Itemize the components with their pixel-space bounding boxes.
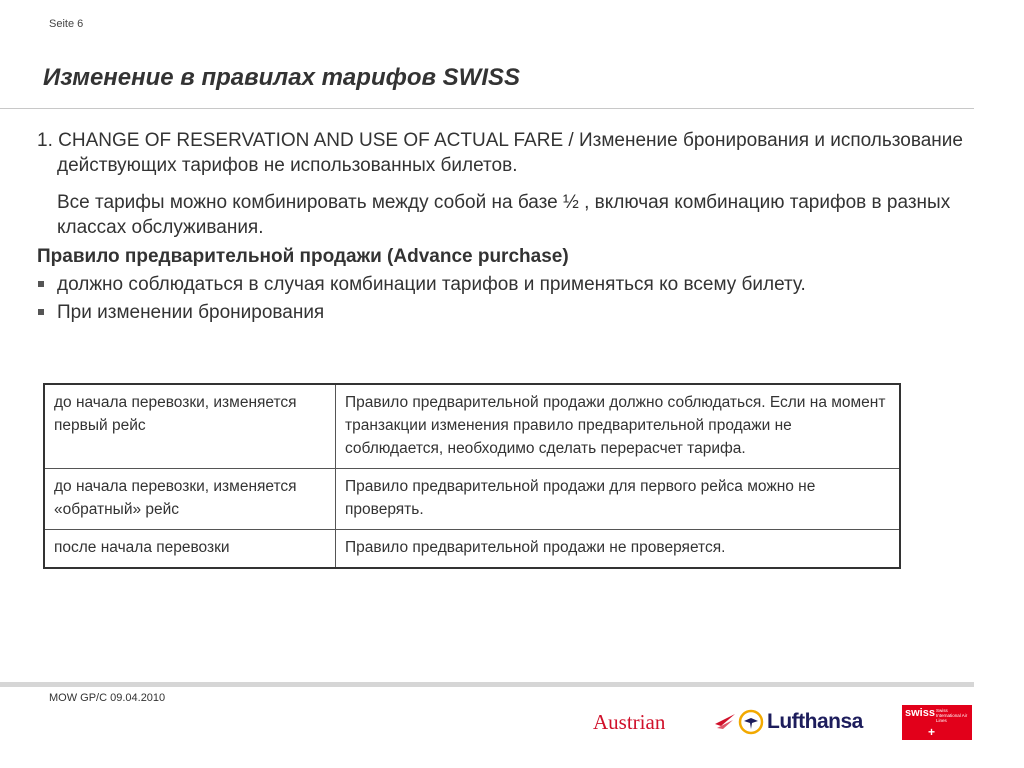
bullet-text: должно соблюдаться в случая комбинации тарифов и применяться ко всему билету. <box>57 274 806 295</box>
swiss-subtitle: Swiss International Air Lines <box>936 708 968 723</box>
footer-code: MOW GP/C 09.04.2010 <box>49 692 166 704</box>
bullet-item <box>37 272 977 297</box>
condition-cell: до начала перевозки, изменяется «обратный» рейс <box>44 469 336 530</box>
lufthansa-crane-icon <box>738 709 764 735</box>
rule-cell: Правило предварительной продажи должно соблюдаться. Если на момент транзакции изменения правило предварительной продажи не соблюдается, необходимо сделать перерасчет тарифа. <box>336 384 901 469</box>
table-row <box>44 530 900 569</box>
airline-logos <box>590 704 980 744</box>
title-divider <box>0 108 974 109</box>
rule-cell: Правило предварительной продажи не проверяется. <box>336 530 901 569</box>
table-row <box>44 384 900 469</box>
advance-purchase-heading: Правило предварительной продажи (Advance purchase) <box>37 246 569 267</box>
paragraph-change-of-reservation: 1. CHANGE OF RESERVATION AND USE OF ACTUAL FARE / Изменение бронирования и использование действующих тарифов не использованных билетов. <box>37 130 963 176</box>
slide-title: Изменение в правилах тарифов SWISS <box>43 64 520 91</box>
square-bullet-icon <box>38 309 44 315</box>
swiss-cross-icon: + <box>928 725 936 739</box>
slide-body <box>37 128 977 325</box>
bullet-item <box>37 300 977 325</box>
square-bullet-icon <box>38 281 44 287</box>
rules-table <box>43 383 901 569</box>
rule-cell: Правило предварительной продажи для первого рейса можно не проверять. <box>336 469 901 530</box>
table-row <box>44 469 900 530</box>
swiss-logo <box>902 705 972 740</box>
page-number: Seite 6 <box>49 18 84 30</box>
bullet-text: При изменении бронирования <box>57 302 325 323</box>
paragraph-fare-combination: Все тарифы можно комбинировать между собой на базе ½ , включая комбинацию тарифов в разных классах обслуживания. <box>57 192 951 238</box>
austrian-tail-icon <box>715 712 735 732</box>
condition-cell: после начала перевозки <box>44 530 336 569</box>
footer-divider <box>0 682 974 687</box>
austrian-logo: Austrian <box>593 710 666 734</box>
condition-cell: до начала перевозки, изменяется первый рейс <box>44 384 336 469</box>
lufthansa-logo: Lufthansa <box>767 710 863 733</box>
swiss-wordmark: swiss <box>905 707 935 719</box>
